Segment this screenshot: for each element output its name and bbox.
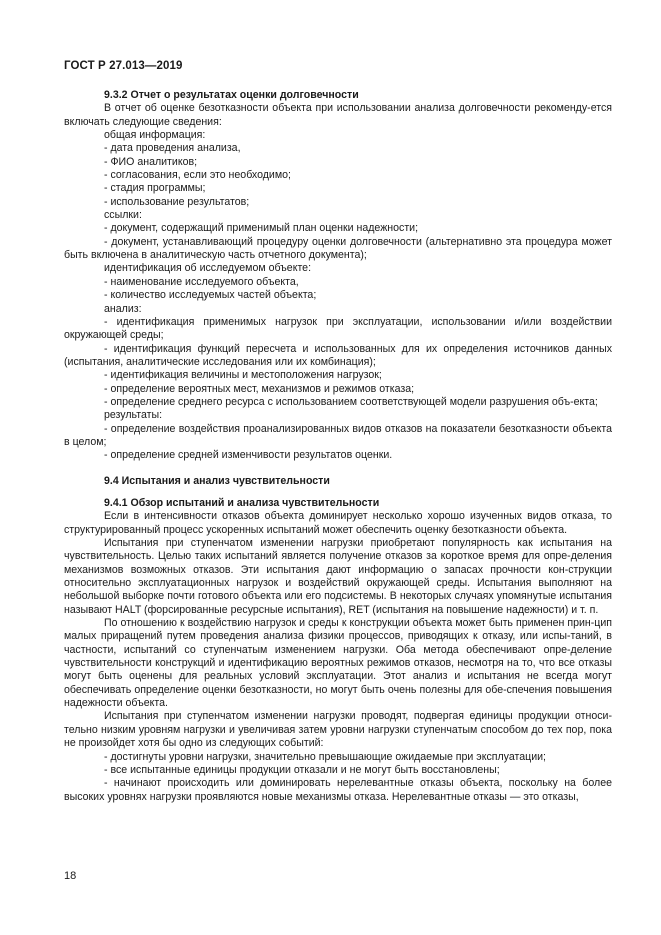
list-item: - начинают происходить или доминировать нерелевантные отказы объекта, поскольку на более высоких уровнях нагрузки проявляются новые механизмы отказа. Нерелевантные отказы — это отказы, — [64, 777, 612, 803]
document-standard-header: ГОСТ Р 27.013—2019 — [64, 60, 183, 72]
paragraph: результаты: — [104, 409, 163, 422]
list-item: - наименование исследуемого объекта, — [104, 275, 299, 288]
list-item: - стадия программы; — [104, 182, 206, 195]
section-gap — [64, 463, 612, 475]
list-item: - ФИО аналитиков; — [104, 155, 198, 168]
section-heading: 9.3.2 Отчет о результатах оценки долговечности — [104, 89, 359, 101]
paragraph: В отчет об оценке безотказности объекта при использовании анализа долговечности рекоменду-ется включать следующие сведения: — [64, 102, 612, 128]
paragraph: Испытания при ступенчатом изменении нагрузки проводят, подвергая единицы продукции относи-тельно низким уровням нагрузки и увеличивая затем уровни нагрузки ступенчатым способом до тех пор, пока не произойдет хотя бы одно из следующих событий: — [64, 710, 612, 750]
paragraph: идентификация об исследуемом объекте: — [104, 262, 312, 275]
paragraph: По отношению к воздействию нагрузок и среды к конструкции объекта может быть применен прин-цип малых приращений путем проведения анализа физики процессов, приводящих к отказу, или испы-таний, в частности, испытаний со ступенчатым изменением нагрузки. Оба метода обеспечивают опре-деление чувствительности конструкций и идентификацию вероятных режимов отказов, несмотря на то, что все отказы могут быть оценены для реальных условий эксплуатации. Этот анализ и испытания не всегда могут обеспечивать определение оценки безотказности, но могут быть очень полезны для обе-спечения повышения надежности объекта. — [64, 617, 612, 710]
list-item: - определение вероятных мест, механизмов и режимов отказа; — [104, 382, 415, 395]
paragraph: Если в интенсивности отказов объекта доминирует несколько хорошо изученных видов отказа, то структурированный процесс ускоренных испытаний может обеспечить оценку безотказности объекта. — [64, 510, 612, 536]
list-item: - дата проведения анализа, — [104, 142, 241, 155]
list-item: - согласования, если это необходимо; — [104, 169, 291, 182]
document-body — [64, 89, 612, 804]
section-gap — [64, 488, 612, 497]
list-item: - определение среднего ресурса с использованием соответствующей модели разрушения объ-екта; — [104, 395, 598, 408]
section-heading: 9.4 Испытания и анализ чувствительности — [104, 474, 330, 487]
paragraph: общая информация: — [104, 129, 206, 142]
paragraph: Испытания при ступенчатом изменении нагрузки приобретают популярность как испытания на чувствительность. Целью таких испытаний является получение отказов за короткое время для опре-деления механизмов возможных отказов. Эти испытания дают информацию о запасах прочности кон-струкции относительно эксплуатационных нагрузок и воздействий окружающей среды. Испытания выполняют на небольшой выборке почти готового объекта или его подсистемы. В некоторых случаях упомянутые испытания называют HALT (форсированные ресурсные испытания), RET (испытания на повышение надежности) и т. п. — [64, 537, 612, 616]
page-number: 18 — [64, 870, 77, 882]
list-item: - количество исследуемых частей объекта; — [104, 289, 317, 302]
paragraph: ссылки: — [104, 209, 142, 222]
list-item: - идентификация применимых нагрузок при эксплуатации, использовании и/или воздействии окружающей среды; — [64, 315, 612, 342]
list-item: - идентификация функций пересчета и использованных для их определения источников данных (испытания, аналитические исследования или их комбинация); — [64, 342, 612, 368]
section-heading: 9.4.1 Обзор испытаний и анализа чувствительности — [104, 496, 380, 509]
list-item: - определение средней изменчивости результатов оценки. — [104, 449, 393, 462]
list-item: - достигнуты уровни нагрузки, значительно превышающие ожидаемые при эксплуатации; — [104, 750, 546, 763]
list-item: - идентификация величины и местоположения нагрузок; — [104, 369, 382, 382]
list-item: - документ, устанавливающий процедуру оценки долговечности (альтернативно эта процедура может быть включена в аналитическую часть отчетного документа); — [64, 235, 612, 262]
list-item: - использование результатов; — [104, 195, 250, 208]
list-item: - определение воздействия проанализированных видов отказов на показатели безотказности объекта в целом; — [64, 422, 612, 448]
paragraph: анализ: — [104, 302, 142, 315]
list-item: - документ, содержащий применимый план оценки надежности; — [104, 222, 419, 235]
list-item: - все испытанные единицы продукции отказали и не могут быть восстановлены; — [104, 763, 500, 776]
